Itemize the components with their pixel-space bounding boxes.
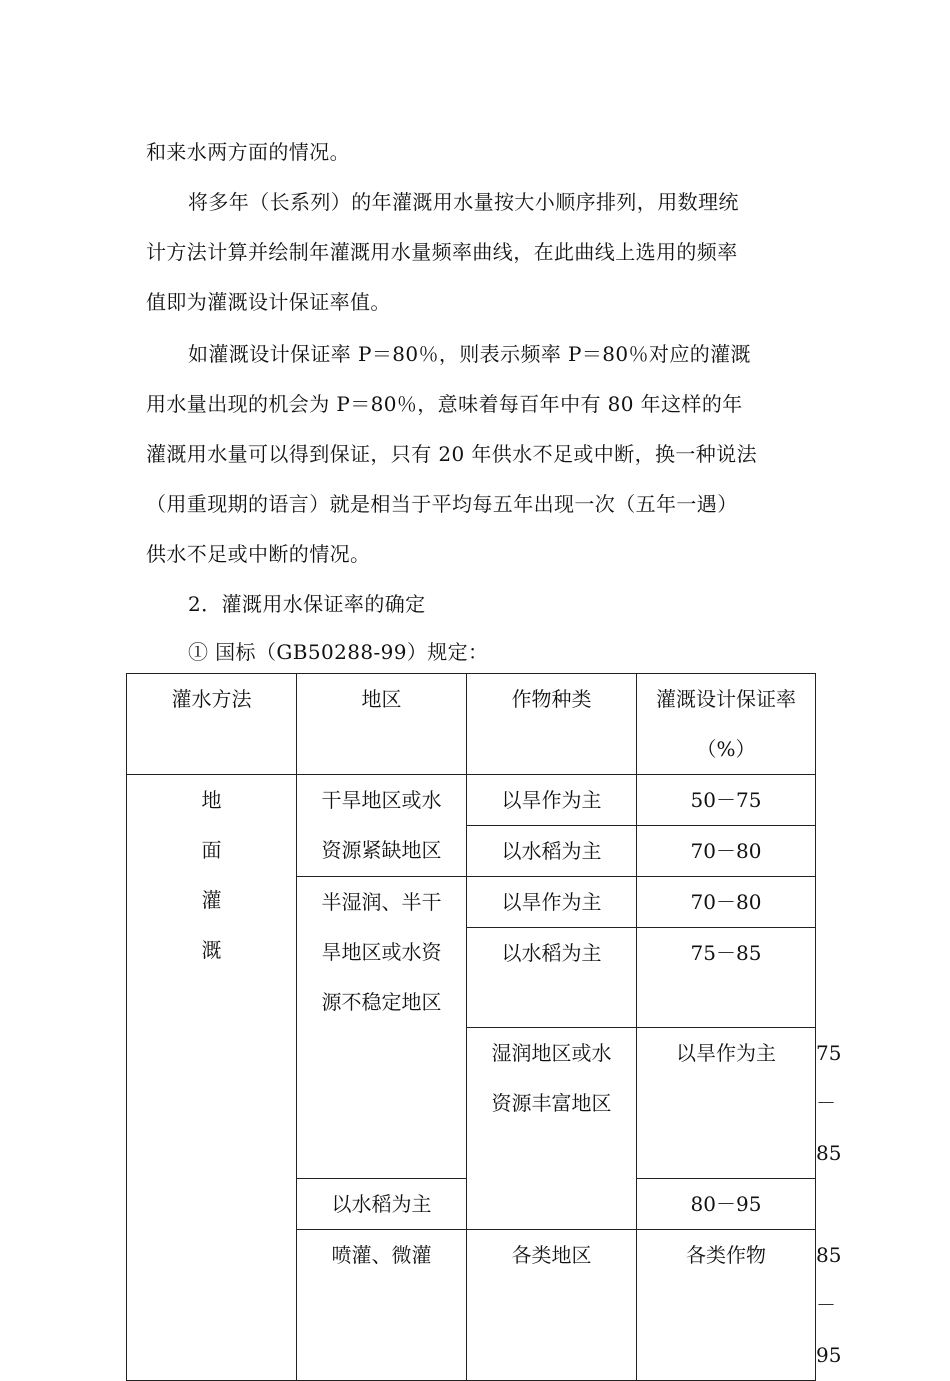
header-method: 灌水方法 [127,674,297,775]
region-line: 旱地区或水资 [321,940,442,964]
table-row: 喷灌、微灌 各类地区 各类作物 85－95 [127,1230,816,1381]
paragraph-line: 灌溉用水量可以得到保证，只有 20 年供水不足或中断，换一种说法 [146,442,757,466]
paragraph-line: 计方法计算并绘制年灌溉用水量频率曲线，在此曲线上选用的频率 [146,240,738,264]
region-line: 湿润地区或水 [491,1041,612,1065]
standard-reference: ① 国标（GB50288-99）规定： [188,640,489,664]
crop-cell: 以水稻为主 [467,826,637,877]
region-semi-humid [297,877,467,1179]
method-char: 地 [201,788,222,812]
header-rate [637,674,816,775]
method-spray: 喷灌、微灌 [297,1230,467,1381]
method-char: 灌 [201,888,222,912]
method-surface-irrigation [127,775,297,1381]
paragraph-line: 和来水两方面的情况。 [146,140,350,164]
paragraph-line: 供水不足或中断的情况。 [146,542,371,566]
header-crop: 作物种类 [467,674,637,775]
crop-cell: 以水稻为主 [297,1179,467,1230]
region-line: 源不稳定地区 [321,990,442,1014]
rate-cell: 80－95 [637,1179,816,1230]
table-row [127,775,816,826]
paragraph-line: 如灌溉设计保证率 P＝80％，则表示频率 P＝80％对应的灌溉 [188,342,751,366]
header-region: 地区 [297,674,467,775]
method-char: 面 [201,838,222,862]
crop-all: 各类作物 [637,1230,816,1381]
header-rate-line: 灌溉设计保证率 [656,687,796,711]
region-line: 干旱地区或水 [321,788,442,812]
region-line: 半湿润、半干 [321,890,442,914]
region-humid [467,1028,637,1230]
region-arid [297,775,467,877]
region-all: 各类地区 [467,1230,637,1381]
paragraph-line: 值即为灌溉设计保证率值。 [146,290,391,314]
table-row: 湿润地区或水 资源丰富地区 以旱作为主 75－85 [127,1028,816,1179]
rate-cell: 70－80 [637,877,816,928]
section-heading: 2．灌溉用水保证率的确定 [188,592,426,616]
paragraph-line: （用重现期的语言）就是相当于平均每五年出现一次（五年一遇） [146,492,738,516]
paragraph-line: 用水量出现的机会为 P＝80％，意味着每百年中有 80 年这样的年 [146,392,743,416]
method-char: 溉 [201,938,222,962]
crop-cell: 以水稻为主 [467,928,637,1028]
rate-cell: 75－85 [637,928,816,1028]
table-header-row [127,674,816,775]
header-rate-unit: （%） [696,737,756,761]
crop-cell: 以旱作为主 [467,775,637,826]
region-line: 资源紧缺地区 [321,838,442,862]
region-line: 资源丰富地区 [491,1091,612,1115]
crop-cell: 以旱作为主 [467,877,637,928]
crop-cell: 以旱作为主 [637,1028,816,1179]
rate-cell: 50－75 [637,775,816,826]
rate-cell: 70－80 [637,826,816,877]
paragraph-line: 将多年（长系列）的年灌溉用水量按大小顺序排列，用数理统 [188,190,739,214]
guarantee-rate-table [126,673,842,1381]
